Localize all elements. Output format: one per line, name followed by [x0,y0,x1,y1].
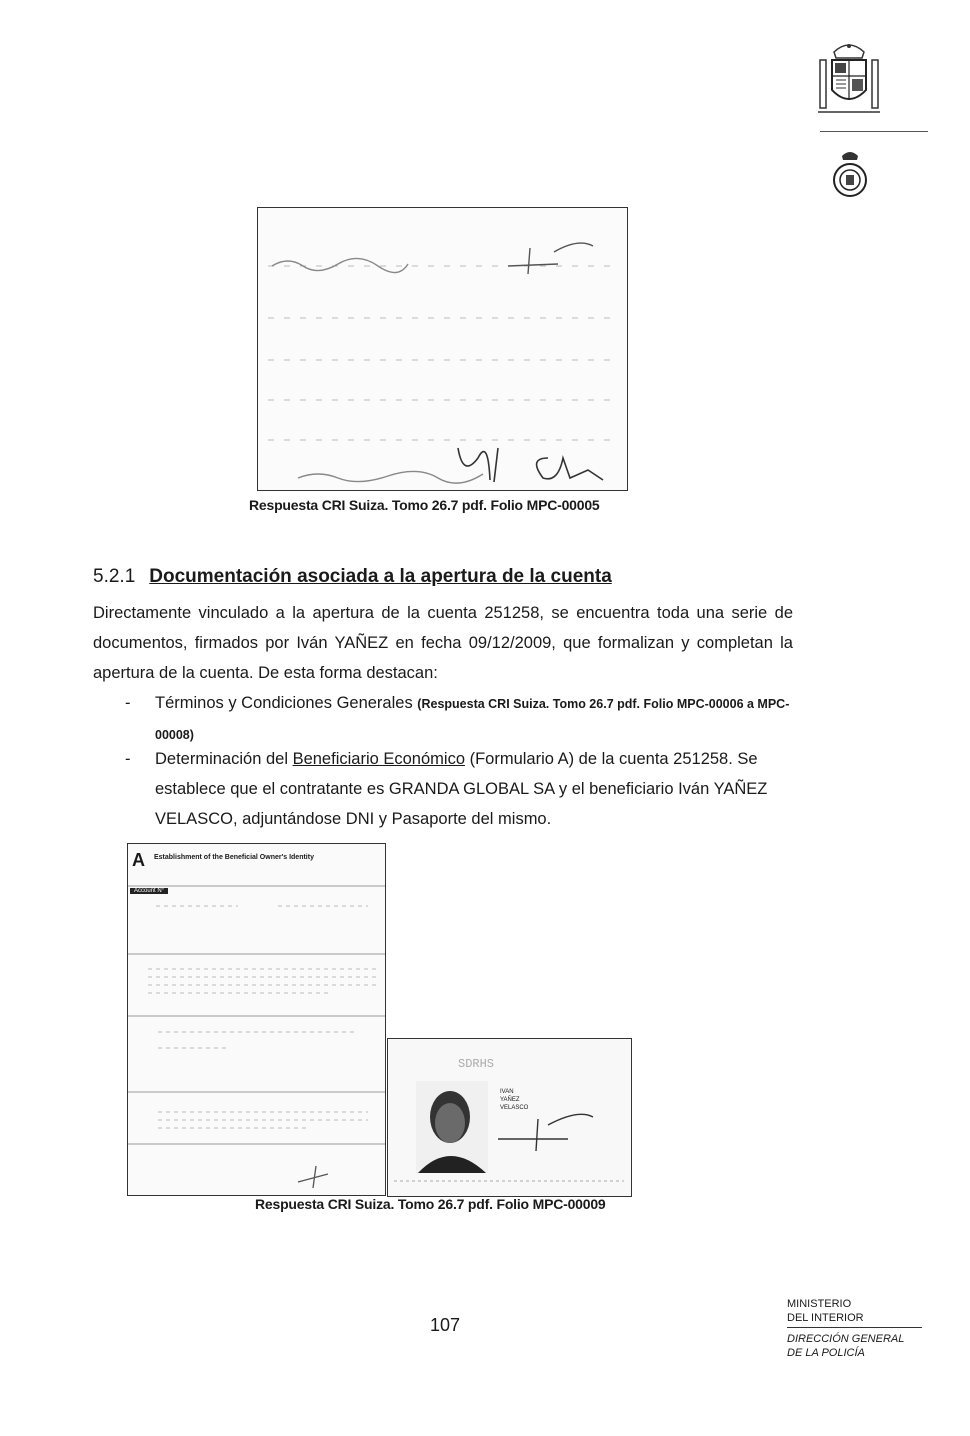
passport-surname: YAÑEZ [500,1097,520,1103]
header-rule [820,131,928,132]
page-number: 107 [430,1315,461,1335]
form-a-scan [127,843,386,1196]
form-a-lines-icon [128,844,385,1195]
bullet-beneficiary [125,744,795,834]
bullet-terms [125,688,795,750]
figure1-caption: Respuesta CRI Suiza. Tomo 26.7 pdf. Folio MPC-00005 [249,497,600,513]
intro-paragraph: Directamente vinculado a la apertura de la cuenta 251258, se encuentra toda una serie de documentos, firmados por Iván YAÑEZ en fecha 09/12/2009, que formalizan y completan la apertura de la cuenta. De esta forma destacan: [93,604,793,682]
section-heading [93,566,612,588]
ministry-line2: DEL INTERIOR [787,1312,864,1324]
signed-document-scan [257,207,628,491]
passport-name: IVAN [500,1089,514,1095]
direction-line2: DE LA POLICÍA [787,1347,865,1359]
bullet-dash: - [125,694,131,712]
passport-scan [387,1038,632,1197]
ministry-rule [787,1327,922,1328]
bullet-dash: - [125,750,131,768]
direction-line1: DIRECCIÓN GENERAL [787,1333,905,1345]
form-a-account-label: Account N° [130,888,168,894]
form-a-title: Establishment of the Beneficial Owner's Identity [154,854,314,861]
signed-document-scan-icon [258,208,627,490]
passport-surname2: VELASCO [500,1105,529,1111]
coat-of-arms-icon [814,38,884,120]
figure2-caption: Respuesta CRI Suiza. Tomo 26.7 pdf. Folio MPC-00009 [255,1196,606,1212]
beneficiary-underlined: Beneficiario Económico [292,750,465,768]
bullet-beneficiary-suffix: (Formulario A) de la cuenta 251258. Se establece que el contratante es GRANDA GLOBAL SA y el beneficiario Iván YAÑEZ VELASCO, adjuntándose DNI y Pasaporte del mismo. [155,750,768,828]
section-title: Documentación asociada a la apertura de la cuenta [149,566,612,587]
ministry-footer [787,1297,922,1360]
passport-photo-icon [388,1039,631,1196]
bullet-terms-reference: (Respuesta CRI Suiza. Tomo 26.7 pdf. Folio MPC-00006 a MPC-00008) [155,697,790,742]
police-badge-icon [830,148,870,202]
form-a-letter: A [132,850,145,870]
section-number: 5.2.1 [93,566,136,587]
bullet-terms-text: Términos y Condiciones Generales [155,694,418,712]
svg-text:SDRHS: SDRHS [458,1057,495,1071]
bullet-beneficiary-prefix: Determinación del [155,750,293,768]
ministry-line1: MINISTERIO [787,1298,852,1310]
